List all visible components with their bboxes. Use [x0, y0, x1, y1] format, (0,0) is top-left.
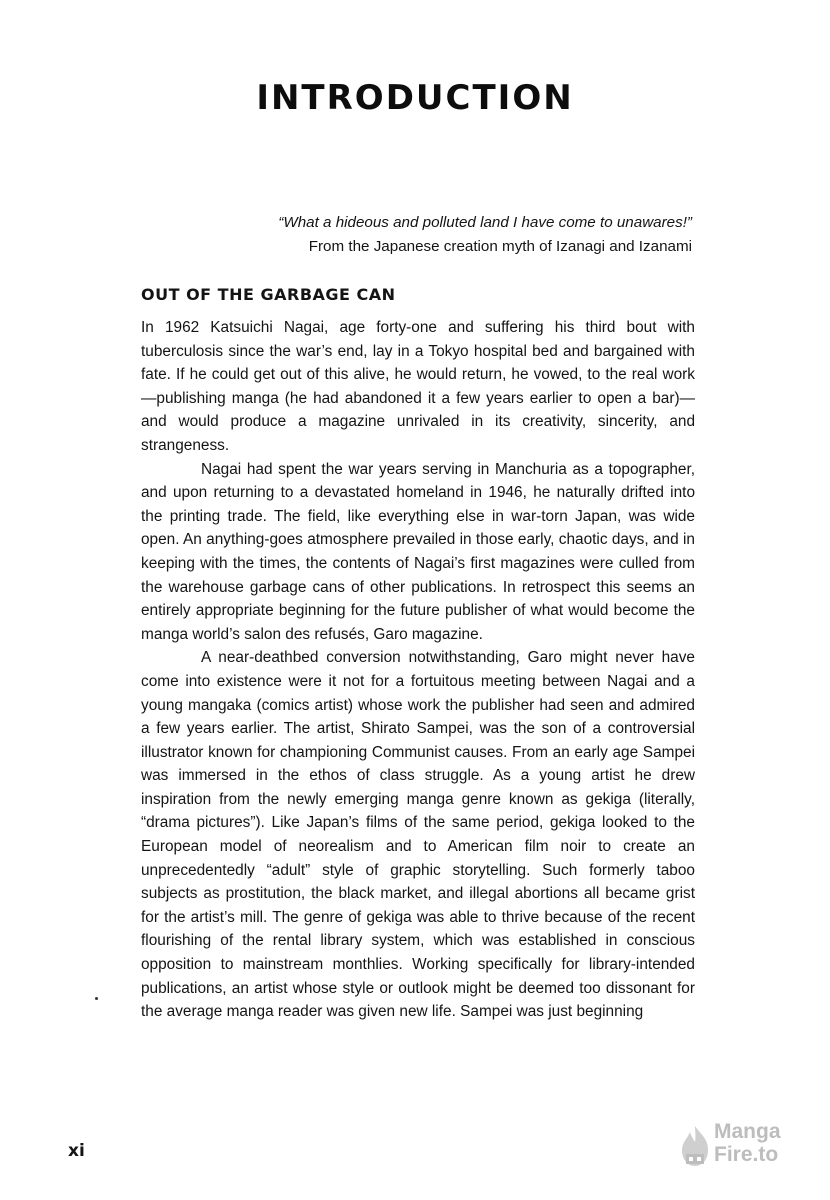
epigraph-source: From the Japanese creation myth of Izanagi and Izanami — [308, 238, 692, 255]
body-text — [141, 316, 695, 1024]
epigraph-quote: “What a hideous and polluted land I have come to unawares!” — [278, 214, 692, 231]
watermark-line1: Manga — [714, 1120, 781, 1143]
section-heading: OUT OF THE GARBAGE CAN — [141, 285, 396, 304]
page-number: xi — [68, 1141, 85, 1161]
watermark-line2: Fire.to — [714, 1143, 779, 1166]
watermark — [678, 1120, 808, 1172]
stray-dot — [95, 997, 98, 1000]
watermark-text — [714, 1120, 781, 1166]
paragraph-2: Nagai had spent the war years serving in Manchuria as a topographer, and upon returning to a devastated homeland in 1946, he naturally drifted into the printing trade. The field, like everything else in war-torn Japan, was wide open. An anything-goes atmosphere prevailed in those early, chaotic days, and in keeping with the times, the contents of Nagai’s first magazines were culled from the warehouse garbage cans of other publications. In retrospect this seems an entirely appropriate beginning for the future publisher of what would become the manga world’s salon des refusés, Garo magazine. — [141, 460, 695, 643]
paragraph-3: A near-deathbed conversion notwithstanding, Garo might never have come into existence were it not for a fortuitous meeting between Nagai and a young mangaka (comics artist) whose work the publisher had seen and admired a few years earlier. The artist, Shirato Sampei, was the son of a controversial illustrator known for championing Communist causes. From an early age Sampei was immersed in the ethos of class struggle. As a young artist he drew inspiration from the newly emerging manga genre known as gekiga (literally, “drama pictures”). Like Japan’s films of the same period, gekiga looked to the European model of neorealism and to American film noir to create an unprecedentedly “adult” style of graphic storytelling. Such formerly taboo subjects as prostitution, the black market, and illegal abortions all became grist for the artist’s mill. The genre of gekiga was able to thrive because of the recent flourishing of the rental library system, which was established in conscious opposition to mainstream monthlies. Working specifically for library-intended publications, an artist whose style or outlook might be deemed too dissonant for the average manga reader was given new life. Sampei was just beginning — [141, 649, 695, 1021]
epigraph — [278, 211, 692, 259]
paragraph-1: In 1962 Katsuichi Nagai, age forty-one and suffering his third bout with tuberculosis since the war’s end, lay in a Tokyo hospital bed and bargained with fate. If he could get out of this alive, he would return, he vowed, to the real work—publishing manga (he had abandoned it a few years earlier to open a bar)—and would produce a magazine unrivaled in its creativity, sincerity, and strangeness. — [141, 319, 695, 454]
page-title: INTRODUCTION — [256, 78, 574, 118]
